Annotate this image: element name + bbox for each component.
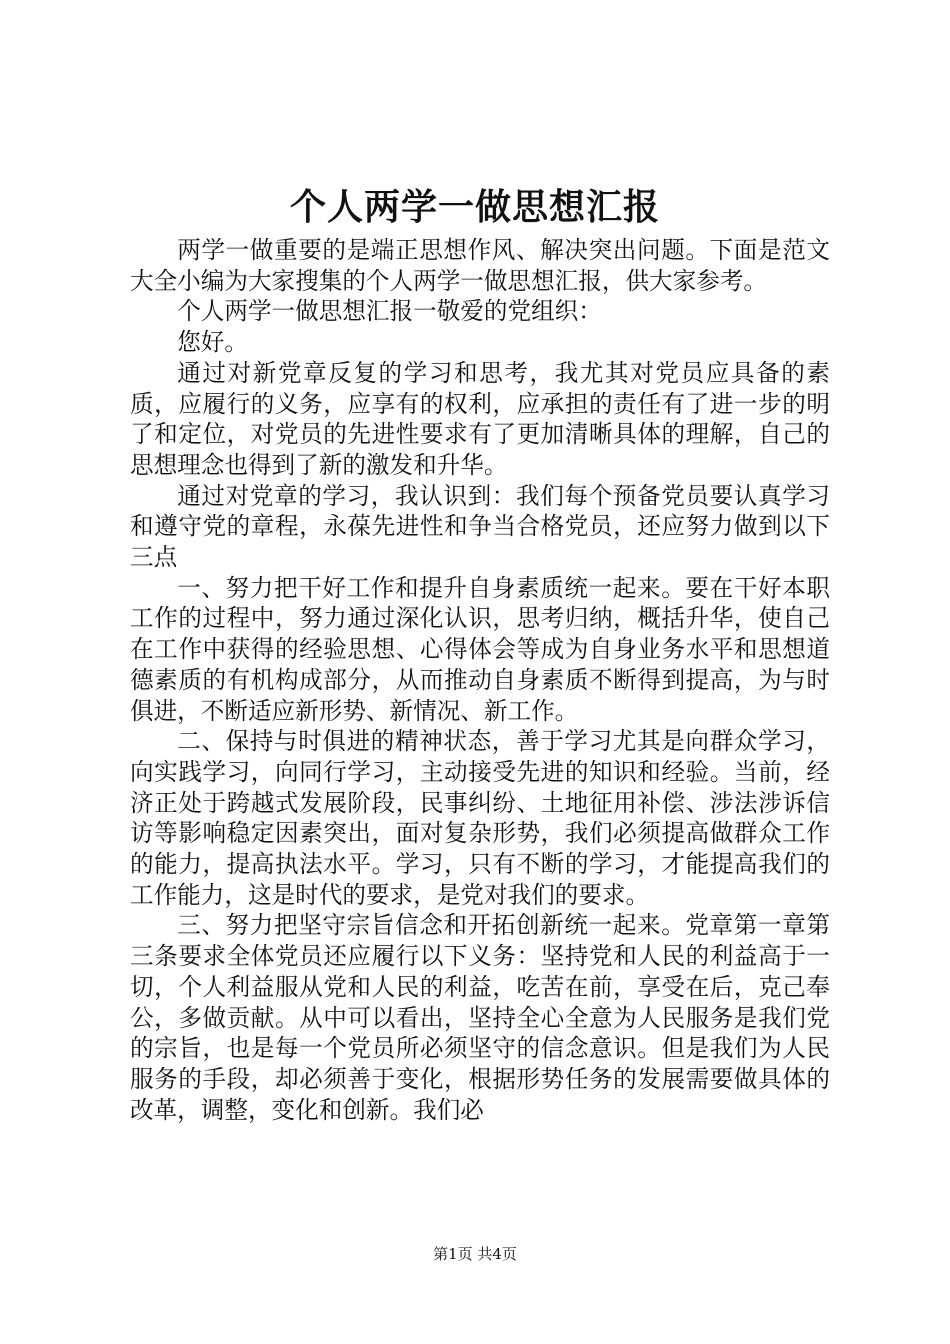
document-body bbox=[130, 235, 830, 1125]
paragraph-body: 通过对新党章反复的学习和思考，我尤其对党员应具备的素质，应履行的义务，应享有的权利，应承担的责任有了进一步的明了和定位，对党员的先进性要求有了更加清晰具体的理解，自己的思想理念也得到了新的激发和升华。 bbox=[130, 358, 830, 479]
paragraph-point-one: 一、努力把干好工作和提升自身素质统一起来。要在干好本职工作的过程中，努力通过深化认识，思考归纳，概括升华，使自己在工作中获得的经验思想、心得体会等成为自身业务水平和思想道德素质的有机构成部分，从而推动自身素质不断得到提高，为与时俱进，不断适应新形势、新情况、新工作。 bbox=[130, 573, 830, 725]
paragraph-point-two: 二、保持与时俱进的精神状态，善于学习尤其是向群众学习，向实践学习，向同行学习，主动接受先进的知识和经验。当前，经济正处于跨越式发展阶段，民事纠纷、土地征用补偿、涉法涉诉信访等影响稳定因素突出，面对复杂形势，我们必须提高做群众工作的能力，提高执法水平。学习，只有不断的学习，才能提高我们的工作能力，这是时代的要求，是党对我们的要求。 bbox=[130, 727, 830, 909]
page-number: 第1页 共4页 bbox=[433, 1245, 517, 1263]
document-title: 个人两学一做思想汇报 bbox=[289, 186, 660, 228]
paragraph-greeting: 您好。 bbox=[177, 328, 248, 357]
paragraph-intro: 两学一做重要的是端正思想作风、解决突出问题。下面是范文大全小编为大家搜集的个人两学一做思想汇报，供大家参考。 bbox=[130, 236, 830, 295]
paragraph-salutation: 个人两学一做思想汇报一敬爱的党组织： bbox=[177, 297, 602, 326]
paragraph-body: 通过对党章的学习，我认识到：我们每个预备党员要认真学习和遵守党的章程，永葆先进性和争当合格党员，还应努力做到以下三点 bbox=[130, 481, 830, 572]
paragraph-point-three: 三、努力把坚守宗旨信念和开拓创新统一起来。党章第一章第三条要求全体党员还应履行以下义务：坚持党和人民的利益高于一切，个人利益服从党和人民的利益，吃苦在前，享受在后，克己奉公，多做贡献。从中可以看出，坚持全心全意为人民服务是我们党的宗旨，也是每一个党员所必须坚守的信念意识。但是我们为人民服务的手段，却必须善于变化，根据形势任务的发展需要做具体的改革，调整，变化和创新。我们必 bbox=[130, 911, 830, 1124]
